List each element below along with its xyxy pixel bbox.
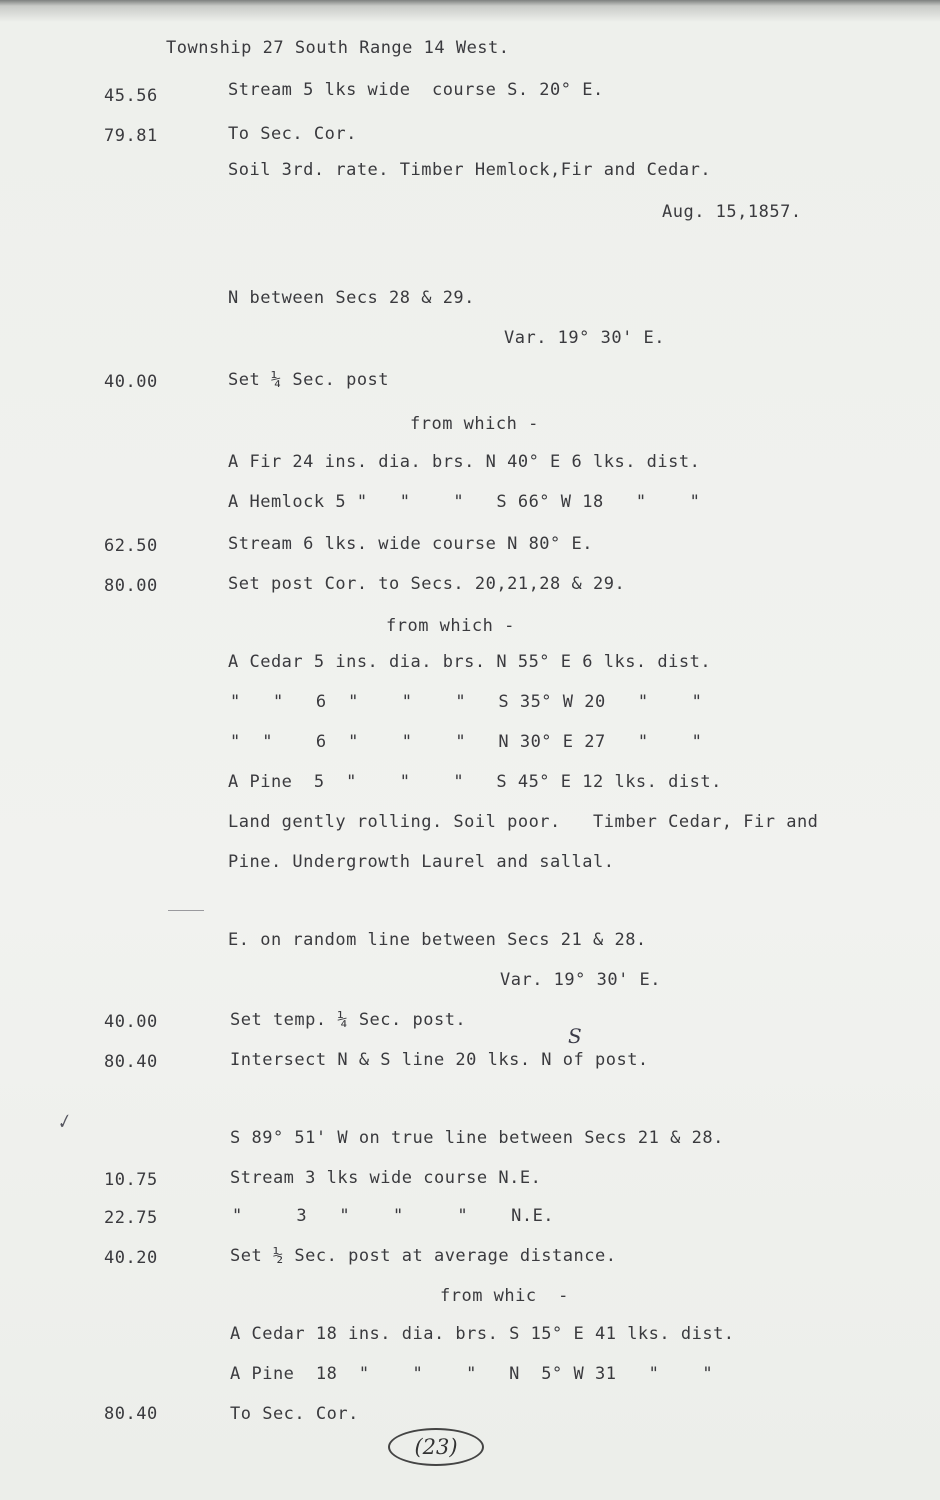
variation: Var. 19° 30' E.: [504, 328, 666, 348]
row-distance: 22.75: [104, 1208, 158, 1228]
stray-mark: [168, 910, 204, 911]
row-text: Set temp. ¼ Sec. post.: [230, 1010, 467, 1030]
witness-tree: " " 6 " " " N 30° E 27 " ": [230, 732, 703, 752]
date: Aug. 15,1857.: [662, 202, 802, 222]
witness-tree: A Hemlock 5 " " " S 66° W 18 " ": [228, 492, 701, 512]
witness-tree: A Fir 24 ins. dia. brs. N 40° E 6 lks. dist.: [228, 452, 701, 472]
row-distance: 62.50: [104, 536, 158, 556]
row-text: Intersect N & S line 20 lks. N of post.: [230, 1050, 649, 1070]
witness-tree: A Pine 18 " " " N 5° W 31 " ": [230, 1364, 714, 1384]
row-text: Set ½ Sec. post at average distance.: [230, 1246, 617, 1266]
row-distance: 40.00: [104, 1012, 158, 1032]
row-text: Set ¼ Sec. post: [228, 370, 390, 390]
line-heading: E. on random line between Secs 21 & 28.: [228, 930, 647, 950]
row-text: Soil 3rd. rate. Timber Hemlock,Fir and Cedar.: [228, 160, 712, 180]
row-text: Stream 3 lks wide course N.E.: [230, 1168, 542, 1188]
remarks: Land gently rolling. Soil poor. Timber Cedar, Fir and: [228, 812, 819, 832]
page-number: (23): [388, 1428, 484, 1466]
pen-correction: S: [568, 1024, 582, 1048]
row-text: To Sec. Cor.: [230, 1404, 359, 1424]
from-which: from which -: [410, 414, 539, 434]
variation: Var. 19° 30' E.: [500, 970, 662, 990]
remarks: Pine. Undergrowth Laurel and sallal.: [228, 852, 615, 872]
witness-tree: A Pine 5 " " " S 45° E 12 lks. dist.: [228, 772, 722, 792]
row-distance: 80.40: [104, 1404, 158, 1424]
from-which: from which -: [386, 616, 515, 636]
witness-tree: A Cedar 18 ins. dia. brs. S 15° E 41 lks. dist.: [230, 1324, 735, 1344]
row-text: To Sec. Cor.: [228, 124, 357, 144]
line-heading: S 89° 51' W on true line between Secs 21 & 28.: [230, 1128, 724, 1148]
row-text: Set post Cor. to Secs. 20,21,28 & 29.: [228, 574, 626, 594]
pen-tick-mark: ✓: [52, 1110, 75, 1135]
witness-tree: A Cedar 5 ins. dia. brs. N 55° E 6 lks. dist.: [228, 652, 712, 672]
line-heading: N between Secs 28 & 29.: [228, 288, 475, 308]
page-header: Township 27 South Range 14 West.: [166, 38, 510, 58]
row-text: Stream 5 lks wide course S. 20° E.: [228, 80, 604, 100]
row-distance: 40.00: [104, 372, 158, 392]
row-distance: 40.20: [104, 1248, 158, 1268]
row-distance: 45.56: [104, 86, 158, 106]
row-text: Stream 6 lks. wide course N 80° E.: [228, 534, 593, 554]
from-which: from whic -: [440, 1286, 569, 1306]
witness-tree: " " 6 " " " S 35° W 20 " ": [230, 692, 703, 712]
row-text: " 3 " " " N.E.: [232, 1206, 555, 1226]
row-distance: 80.00: [104, 576, 158, 596]
row-distance: 80.40: [104, 1052, 158, 1072]
row-distance: 79.81: [104, 126, 158, 146]
row-distance: 10.75: [104, 1170, 158, 1190]
